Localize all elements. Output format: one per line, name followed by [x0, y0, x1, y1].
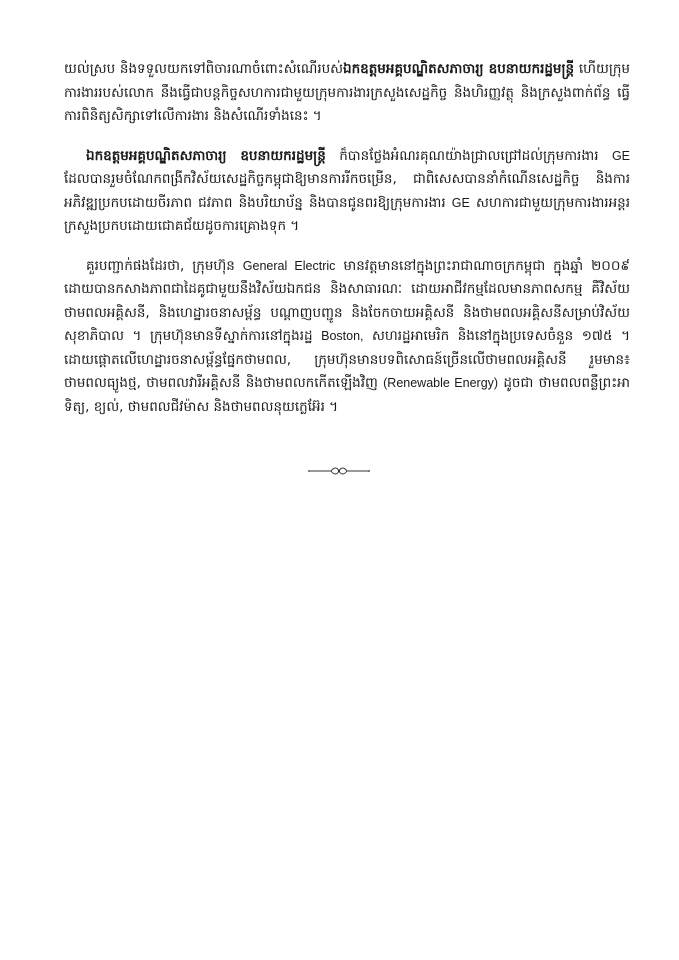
paragraph-3-text-a: គួរបញ្ជាក់ផងដែរថា, ក្រុមហ៊ុន [86, 257, 243, 274]
paragraph-3-city: Boston, [321, 329, 364, 343]
paragraph-3-renewable: (Renewable Energy) [383, 376, 499, 390]
paragraph-3-text-d: ដូចជា ថាមពលពន្លឺព្រះអាទិត្យ, ខ្យល់, ថាមពលជីវម៉ាស និងថាមពលនុយក្លេអ៊ែរ ។ [64, 375, 630, 415]
paragraph-2-ge-1: GE [611, 148, 630, 163]
paragraph-3-text-b: មានវត្តមាននៅក្នុងព្រះរាជាណាចក្រកម្ពុជា ក្នុងឆ្នាំ ២០០៩ ដោយបានកសាងភាពជាដៃគូជាមួយនឹងវិស័យឯកជន និងសាធារណៈ ដោយអាជីវកម្មដែលមានភាពសកម្ម គឺវិស័យថាមពលអគ្គិសនី, និងហេដ្ឋារចនាសម្ព័ន្ធ បណ្តាញបញ្ជូន និងចែកចាយអគ្គិសនី និងថាមពលអគ្គិសនីសម្រាប់វិស័យសុខាភិបាល ។ ក្រុមហ៊ុនមានទីស្នាក់ការនៅក្នុងរដ្ឋ [64, 257, 630, 344]
paragraph-3-text-c: សហរដ្ឋអាមេរិក និងនៅក្នុងប្រទេសចំនួន ១៧៥ ។ ដោយផ្តោតលើហេដ្ឋារចនាសម្ព័ន្ធផ្នែកថាមពល, ក្រុមហ៊ុនមានបទពិសោធន៍ច្រើនលើថាមពលអគ្គិសនី រួមមាន៖ ថាមពលធ្យូងថ្ម, ថាមពលវារីអគ្គិសនី និងថាមពលកកើតឡើងវិញ [64, 328, 631, 391]
paragraph-1-text-a: យល់ស្រប និងទទួលយកទៅពិចារណាចំពោះសំណើរបស់ [64, 61, 344, 77]
paragraph-3-company: General Electric [242, 258, 336, 273]
paragraph-2-text-b: ដែលបានរួមចំណែកពង្រីកវិស័យសេដ្ឋកិច្ចកម្ពុជាឱ្យមានការរីកចម្រើន, ជាពិសេសបាននាំកំណើនសេដ្ឋកិច្ច និងការអភិវឌ្ឍប្រកបដោយចីរភាព ជវភាព និងបរិយាប័ន្ន និងបានជូនពរឱ្យក្រុមការងារ [64, 171, 630, 211]
paragraph-2-text-c: សហការជាមួយក្រុមការងារអន្តរក្រសួងប្រកបដោយជោគជ័យដូចការគ្រោងទុក ។ [64, 194, 631, 234]
paragraph-2-bold-title: ឯកឧត្តមអគ្គបណ្ឌិតសភាចារ្យ ឧបនាយករដ្ឋមន្ត្រី [86, 147, 326, 164]
paragraph-2-text-a: ក៏បានថ្លែងអំណរគុណយ៉ាងជ្រាលជ្រៅដល់ក្រុមការងារ [325, 147, 612, 164]
paragraph-1 [64, 58, 630, 129]
paragraph-2-ge-2: GE [451, 195, 470, 210]
paragraph-1-bold-title: ឯកឧត្តមអគ្គបណ្ឌិតសភាចារ្យ ឧបនាយករដ្ឋមន្ត្រី [343, 61, 575, 77]
paragraph-2 [64, 145, 630, 239]
paragraph-3 [64, 255, 630, 420]
ornament-divider-icon [307, 466, 371, 476]
paragraph-1-text-b: ហើយក្រុមការងាររបស់លោក នឹងធ្វើជាបន្តកិច្ចសហការជាមួយក្រុមការងារក្រសួងសេដ្ឋកិច្ច និងហិរញ្ញវត្ថុ និងក្រសួងពាក់ព័ន្ធ ធ្វើការពិនិត្យសិក្សាទៅលើការងារ និងសំណើរទាំងនេះ ។ [64, 61, 630, 124]
document-body [64, 58, 630, 435]
